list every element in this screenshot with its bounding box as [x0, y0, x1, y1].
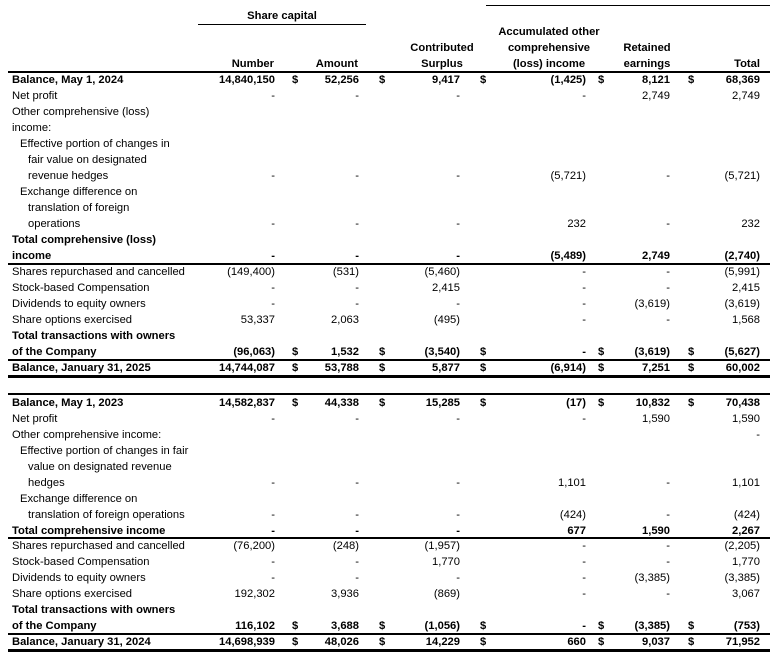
- cell-value: (5,460): [424, 266, 460, 278]
- cell-value: (1,425): [550, 74, 586, 86]
- cell-value: 53,337: [240, 314, 275, 326]
- cell-value: (96,063): [233, 346, 275, 358]
- cell-value: (76,200): [233, 540, 275, 553]
- cell-value: (753): [733, 620, 760, 633]
- row-label: Shares repurchased and cancelled: [12, 266, 185, 278]
- cell-value: (1,957): [424, 540, 460, 553]
- currency-symbol: $: [688, 620, 695, 633]
- cell-value: 15,285: [425, 397, 460, 409]
- cell-value: 1,532: [331, 346, 359, 358]
- row-label: income:: [12, 122, 52, 134]
- cell-value: (3,540): [424, 346, 460, 358]
- cell-value: -: [666, 266, 670, 278]
- row-label: translation of foreign operations: [28, 508, 185, 521]
- row-label: hedges: [28, 476, 65, 489]
- cell-value: -: [271, 250, 275, 262]
- cell-value: 3,067: [732, 588, 760, 601]
- currency-symbol: $: [480, 346, 487, 358]
- currency-symbol: $: [379, 620, 386, 633]
- col-header-number: Number: [231, 58, 274, 70]
- cell-value: -: [271, 170, 275, 182]
- row-label: Other comprehensive income:: [12, 428, 162, 441]
- cell-value: 2,749: [642, 90, 670, 102]
- row-label: revenue hedges: [28, 170, 109, 182]
- cell-value: -: [582, 314, 586, 326]
- currency-symbol: $: [688, 397, 695, 409]
- cell-value: 2,415: [432, 282, 460, 294]
- cell-value: (531): [332, 266, 359, 278]
- cell-value: -: [355, 298, 359, 310]
- cell-value: -: [271, 572, 275, 585]
- cell-value: (424): [733, 508, 760, 521]
- currency-symbol: $: [292, 346, 299, 358]
- cell-value: -: [271, 282, 275, 294]
- cell-value: 192,302: [234, 588, 275, 601]
- col-header-retained-2: earnings: [623, 58, 671, 70]
- cell-value: 14,744,087: [219, 362, 275, 374]
- cell-value: (2,740): [724, 250, 760, 262]
- cell-value: -: [666, 314, 670, 326]
- cell-value: 116,102: [235, 620, 275, 633]
- share-capital-header: Share capital: [247, 10, 317, 22]
- cell-value: 232: [567, 218, 586, 230]
- row-label: Balance, January 31, 2024: [12, 636, 151, 649]
- cell-value: -: [456, 250, 460, 262]
- cell-value: 52,256: [324, 74, 359, 86]
- row-label: value on designated revenue: [28, 460, 172, 473]
- cell-value: -: [582, 266, 586, 278]
- row-label: Dividends to equity owners: [12, 572, 146, 585]
- row-label: Share options exercised: [12, 314, 133, 326]
- currency-symbol: $: [379, 397, 386, 409]
- col-header-aoci-2: comprehensive: [507, 42, 591, 54]
- cell-value: -: [456, 412, 460, 425]
- cell-value: (5,489): [550, 250, 586, 262]
- cell-value: (3,619): [724, 298, 760, 310]
- cell-value: -: [456, 508, 460, 521]
- cell-value: -: [355, 90, 359, 102]
- cell-value: -: [582, 298, 586, 310]
- cell-value: -: [456, 170, 460, 182]
- cell-value: 70,438: [725, 397, 760, 409]
- cell-value: -: [582, 412, 586, 425]
- section-end-rule: [8, 649, 770, 652]
- cell-value: -: [456, 476, 460, 489]
- cell-value: 7,251: [642, 362, 670, 374]
- cell-value: -: [582, 346, 586, 358]
- cell-value: 53,788: [324, 362, 359, 374]
- cell-value: -: [355, 556, 359, 569]
- row-label: Total transactions with owners: [12, 604, 176, 617]
- cell-value: (3,385): [634, 620, 670, 633]
- col-header-retained-1: Retained: [623, 42, 671, 54]
- col-header-total: Total: [734, 58, 760, 70]
- cell-value: (5,721): [550, 170, 586, 182]
- cell-value: (3,619): [634, 298, 670, 310]
- row-label: Dividends to equity owners: [12, 298, 146, 310]
- col-header-contributed-1: Contributed: [410, 42, 474, 54]
- cell-value: 2,267: [732, 524, 760, 537]
- currency-symbol: $: [688, 74, 695, 86]
- currency-symbol: $: [598, 636, 605, 649]
- cell-value: 3,688: [331, 620, 359, 633]
- currency-symbol: $: [480, 362, 487, 374]
- cell-value: 5,877: [432, 362, 460, 374]
- currency-symbol: $: [598, 620, 605, 633]
- cell-value: 3,936: [331, 588, 359, 601]
- cell-value: 14,582,837: [219, 397, 275, 409]
- row-label: of the Company: [12, 346, 97, 358]
- currency-symbol: $: [598, 362, 605, 374]
- currency-symbol: $: [480, 636, 487, 649]
- cell-value: -: [756, 428, 760, 441]
- cell-value: -: [456, 218, 460, 230]
- cell-value: 60,002: [725, 362, 760, 374]
- cell-value: -: [355, 170, 359, 182]
- currency-symbol: $: [688, 346, 695, 358]
- section-end-rule: [8, 375, 770, 378]
- row-label: Exchange difference on: [20, 186, 138, 198]
- cell-value: 1,568: [732, 314, 760, 326]
- cell-value: -: [582, 620, 586, 633]
- cell-value: (5,991): [724, 266, 760, 278]
- cell-value: -: [271, 508, 275, 521]
- row-label: operations: [28, 218, 81, 230]
- cell-value: 677: [567, 524, 586, 537]
- cell-value: -: [666, 218, 670, 230]
- cell-value: 2,749: [732, 90, 760, 102]
- currency-symbol: $: [292, 362, 299, 374]
- cell-value: -: [582, 282, 586, 294]
- cell-value: -: [666, 476, 670, 489]
- row-label: Other comprehensive (loss): [12, 106, 150, 118]
- cell-value: (869): [433, 588, 460, 601]
- cell-value: -: [271, 298, 275, 310]
- cell-value: (3,385): [724, 572, 760, 585]
- cell-value: 48,026: [324, 636, 359, 649]
- cell-value: 1,101: [732, 476, 760, 489]
- cell-value: (495): [433, 314, 460, 326]
- col-header-aoci-3: (loss) income: [512, 58, 586, 70]
- cell-value: -: [271, 476, 275, 489]
- cell-value: 71,952: [725, 636, 760, 649]
- cell-value: -: [456, 572, 460, 585]
- cell-value: (2,205): [724, 540, 760, 553]
- cell-value: -: [355, 250, 359, 262]
- currency-symbol: $: [292, 74, 299, 86]
- row-label: Total transactions with owners: [12, 330, 176, 342]
- cell-value: 14,840,150: [219, 74, 275, 86]
- cell-value: (17): [566, 397, 586, 409]
- col-header-aoci-1: Accumulated other: [498, 26, 600, 38]
- cell-value: -: [355, 572, 359, 585]
- row-label: translation of foreign: [28, 202, 130, 214]
- row-label: Balance, May 1, 2023: [12, 397, 124, 409]
- currency-symbol: $: [379, 636, 386, 649]
- col-header-amount: Amount: [315, 58, 358, 70]
- cell-value: -: [666, 508, 670, 521]
- currency-symbol: $: [292, 636, 299, 649]
- cell-value: 10,832: [635, 397, 670, 409]
- row-label: income: [12, 250, 52, 262]
- cell-value: (3,619): [634, 346, 670, 358]
- cell-value: -: [355, 282, 359, 294]
- row-label: Effective portion of changes in: [20, 138, 170, 150]
- cell-value: (3,385): [634, 572, 670, 585]
- cell-value: (6,914): [550, 362, 586, 374]
- cell-value: -: [666, 540, 670, 553]
- cell-value: -: [271, 90, 275, 102]
- cell-value: (248): [332, 540, 359, 553]
- currency-symbol: $: [379, 74, 386, 86]
- cell-value: -: [456, 524, 460, 537]
- currency-symbol: $: [379, 362, 386, 374]
- cell-value: (424): [559, 508, 586, 521]
- cell-value: 68,369: [725, 74, 760, 86]
- cell-value: -: [456, 90, 460, 102]
- currency-symbol: $: [598, 74, 605, 86]
- currency-symbol: $: [688, 362, 695, 374]
- cell-value: -: [271, 412, 275, 425]
- cell-value: -: [355, 412, 359, 425]
- row-label: Effective portion of changes in fair: [20, 444, 189, 457]
- cell-value: -: [355, 524, 359, 537]
- cell-value: -: [582, 90, 586, 102]
- currency-symbol: $: [688, 636, 695, 649]
- row-label: Total comprehensive (loss): [12, 234, 157, 246]
- cell-value: -: [456, 298, 460, 310]
- cell-value: 1,101: [558, 476, 586, 489]
- row-label: Exchange difference on: [20, 492, 138, 505]
- cell-value: -: [355, 218, 359, 230]
- cell-value: (5,627): [724, 346, 760, 358]
- cell-value: -: [666, 588, 670, 601]
- cell-value: -: [271, 556, 275, 569]
- cell-value: (5,721): [724, 170, 760, 182]
- cell-value: (149,400): [227, 266, 275, 278]
- cell-value: -: [582, 572, 586, 585]
- row-label: Balance, May 1, 2024: [12, 74, 124, 86]
- row-label: Balance, January 31, 2025: [12, 362, 151, 374]
- cell-value: -: [355, 476, 359, 489]
- cell-value: -: [271, 524, 275, 537]
- currency-symbol: $: [480, 397, 487, 409]
- currency-symbol: $: [598, 346, 605, 358]
- currency-symbol: $: [480, 74, 487, 86]
- row-label: Total comprehensive income: [12, 524, 166, 537]
- row-label: Net profit: [12, 412, 58, 425]
- cell-value: 44,338: [324, 397, 359, 409]
- cell-value: 2,415: [732, 282, 760, 294]
- cell-value: -: [271, 218, 275, 230]
- currency-symbol: $: [379, 346, 386, 358]
- cell-value: 232: [741, 218, 760, 230]
- cell-value: (1,056): [424, 620, 460, 633]
- cell-value: 9,037: [642, 636, 670, 649]
- cell-value: 14,229: [425, 636, 460, 649]
- cell-value: 8,121: [642, 74, 670, 86]
- row-label: Shares repurchased and cancelled: [12, 540, 185, 553]
- row-label: Net profit: [12, 90, 58, 102]
- cell-value: -: [582, 588, 586, 601]
- currency-symbol: $: [598, 397, 605, 409]
- row-label: Stock-based Compensation: [12, 282, 150, 294]
- header-top-rule: [486, 5, 770, 6]
- cell-value: -: [666, 556, 670, 569]
- cell-value: 1,770: [732, 556, 760, 569]
- row-label: fair value on designated: [28, 154, 147, 166]
- cell-value: 660: [567, 636, 586, 649]
- currency-symbol: $: [292, 620, 299, 633]
- col-header-contributed-2: Surplus: [421, 58, 463, 70]
- cell-value: 2,749: [642, 250, 670, 262]
- cell-value: 1,770: [432, 556, 460, 569]
- cell-value: -: [582, 556, 586, 569]
- cell-value: 1,590: [732, 412, 760, 425]
- cell-value: -: [355, 508, 359, 521]
- cell-value: 1,590: [642, 412, 670, 425]
- cell-value: 14,698,939: [219, 636, 275, 649]
- cell-value: 2,063: [331, 314, 359, 326]
- row-label: of the Company: [12, 620, 97, 633]
- row-label: Stock-based Compensation: [12, 556, 150, 569]
- cell-value: 1,590: [642, 524, 670, 537]
- cell-value: -: [666, 170, 670, 182]
- cell-value: -: [582, 540, 586, 553]
- cell-value: 9,417: [432, 74, 460, 86]
- currency-symbol: $: [292, 397, 299, 409]
- currency-symbol: $: [480, 620, 487, 633]
- cell-value: -: [666, 282, 670, 294]
- row-label: Share options exercised: [12, 588, 133, 601]
- share-capital-underline: [198, 24, 366, 25]
